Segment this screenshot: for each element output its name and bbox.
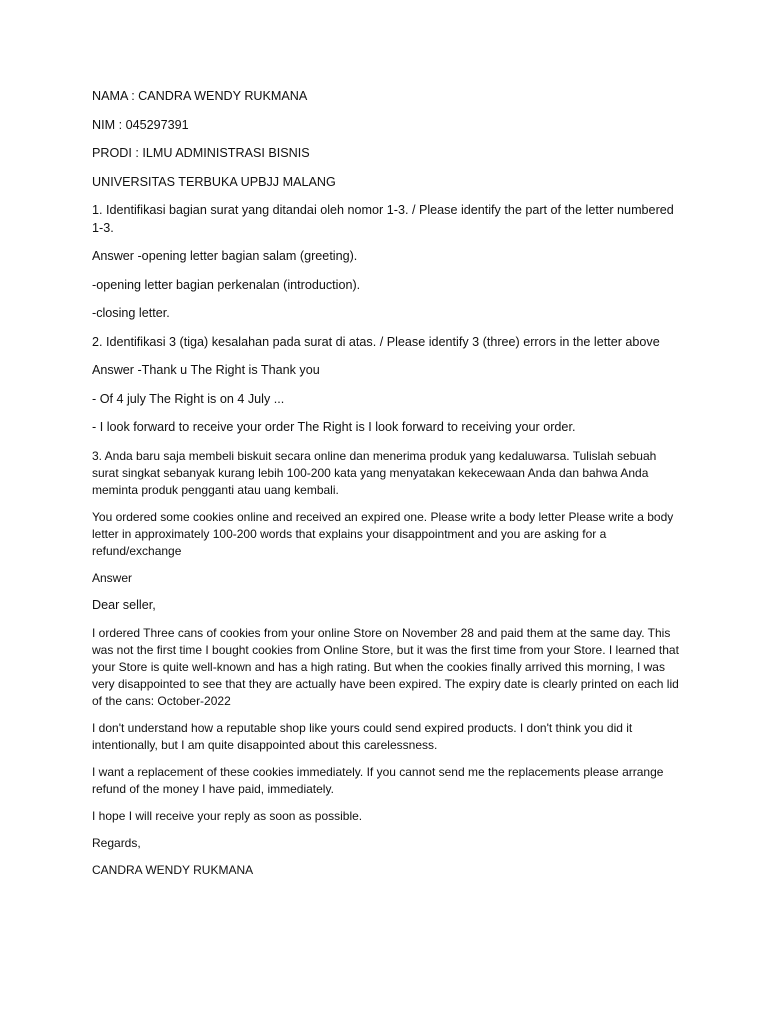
letter-paragraph-4: I hope I will receive your reply as soon as possible. — [92, 809, 363, 823]
letter-closing: Regards, — [92, 836, 141, 850]
header-prodi: PRODI : ILMU ADMINISTRASI BISNIS — [92, 146, 310, 160]
answer-2-line-1: Answer -Thank u The Right is Thank you — [92, 363, 320, 377]
answer-1-line-1: Answer -opening letter bagian salam (greeting). — [92, 249, 358, 263]
letter-paragraph-3: I want a replacement of these cookies immediately. If you cannot send me the replacements please arrange refund of the money I have paid, immediately. — [92, 765, 664, 796]
letter-signature: CANDRA WENDY RUKMANA — [92, 863, 254, 877]
document-body — [92, 88, 682, 889]
question-3-english: You ordered some cookies online and received an expired one. Please write a body letter Please write a body letter in approximately 100-200 words that explains your disappointment and you are asking for a refund/exchange — [92, 509, 674, 558]
question-1: 1. Identifikasi bagian surat yang ditandai oleh nomor 1-3. / Please identify the part of the letter numbered 1-3. — [92, 203, 674, 235]
letter-salutation: Dear seller, — [92, 597, 156, 612]
answer-2-line-2: - Of 4 july The Right is on 4 July ... — [92, 391, 285, 406]
header-nim: NIM : 045297391 — [92, 117, 189, 132]
header-nama: NAMA : CANDRA WENDY RUKMANA — [92, 89, 308, 103]
answer-3-label: Answer — [92, 570, 133, 585]
answer-2-line-3: - I look forward to receive your order The Right is I look forward to receiving your order. — [92, 420, 576, 434]
question-3-indonesian: 3. Anda baru saja membeli biskuit secara online dan menerima produk yang kedaluwarsa. Tulislah sebuah surat singkat sebanyak kurang lebih 100-200 kata yang menyatakan kekecewaan Anda dan bahwa Anda meminta produk pengganti atau uang kembali. — [92, 448, 657, 497]
letter-paragraph-2: I don't understand how a reputable shop like yours could send expired products. I don't think you did it intentionally, but I am quite disappointed about this carelessness. — [92, 721, 633, 752]
question-2: 2. Identifikasi 3 (tiga) kesalahan pada surat di atas. / Please identify 3 (three) errors in the letter above — [92, 334, 660, 349]
letter-paragraph-1: I ordered Three cans of cookies from your online Store on November 28 and paid them at the same day. This was not the first time I bought cookies from Online Store, but it was the first time from your Store. I learned that your Store is quite well-known and has a high rating. But when the cookies finally arrived this morning, I was very disappointed to see that they are actually have been expired. The expiry date is clearly printed on each lid of the cans: October-2022 — [92, 626, 679, 708]
answer-1-line-2: -opening letter bagian perkenalan (introduction). — [92, 277, 361, 292]
header-universitas: UNIVERSITAS TERBUKA UPBJJ MALANG — [92, 174, 336, 189]
answer-1-line-3: -closing letter. — [92, 306, 170, 320]
